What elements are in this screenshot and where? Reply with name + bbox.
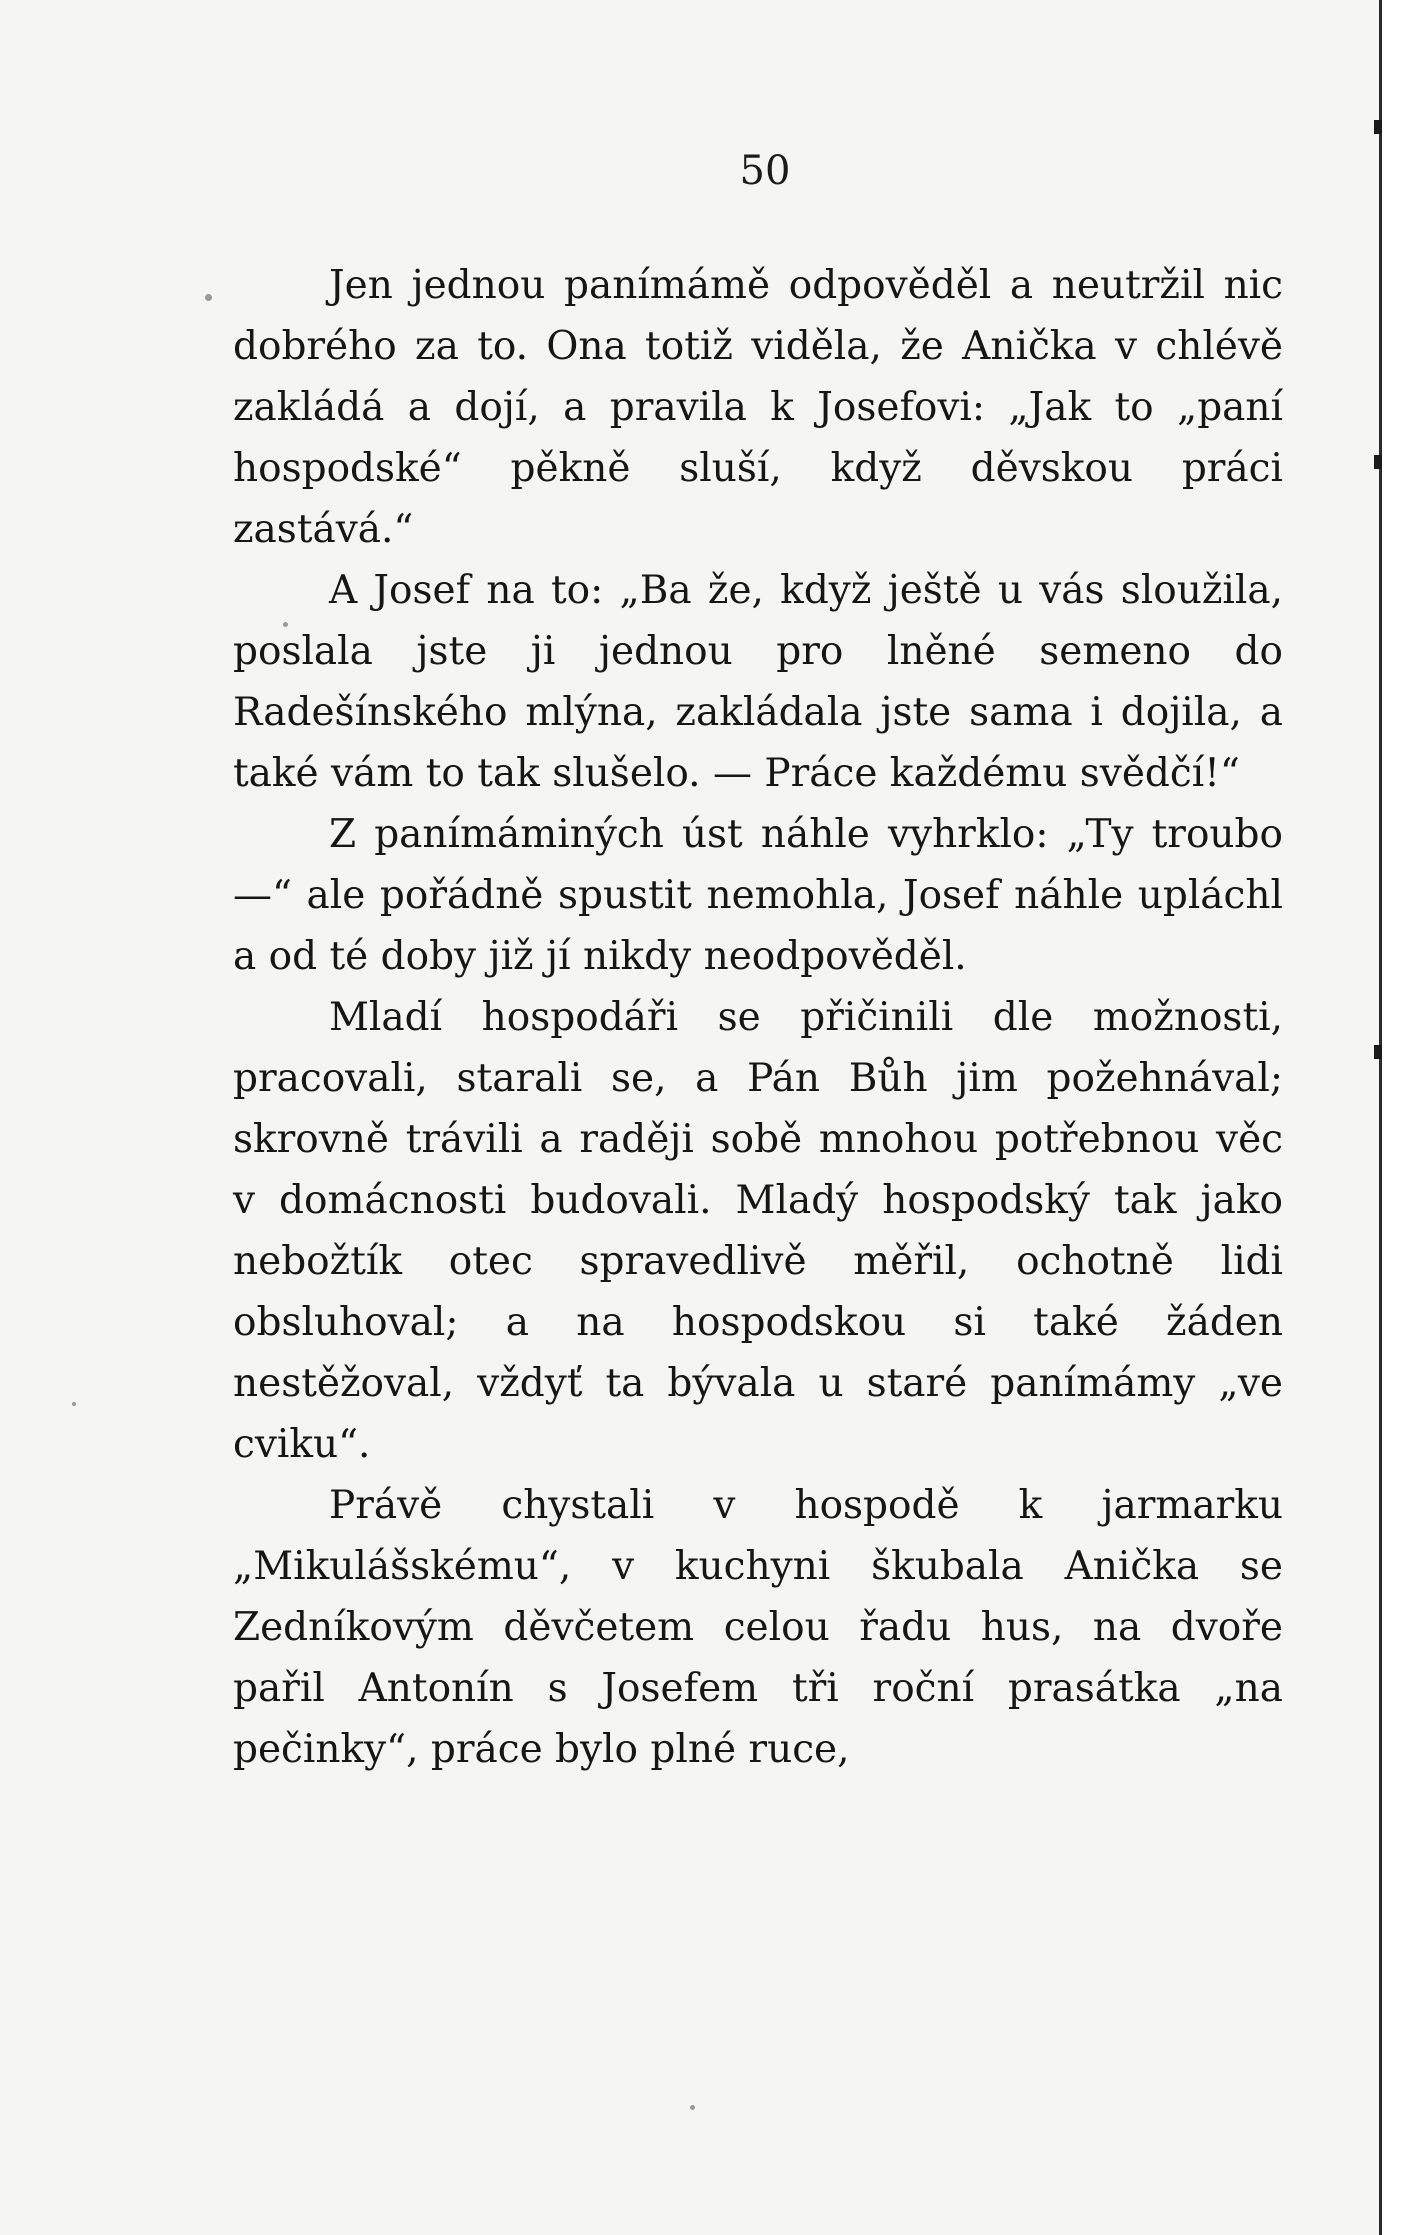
edge-mark (1374, 1045, 1382, 1059)
print-speck (205, 294, 212, 301)
edge-mark (1374, 120, 1382, 134)
page-edge (1379, 0, 1422, 2235)
print-speck (72, 1402, 76, 1406)
paragraph: A Josef na to: „Ba že, když ještě u vás sloužila, poslala jste ji jednou pro lněné semeno do Radešínského mlýna, zakládala jste sama i dojila, a také vám to tak slušelo. — Práce každému svědčí!“ (233, 568, 1283, 796)
paragraph: Z panímáminých úst náhle vyhrklo: „Ty troubo —“ ale pořádně spustit nemohla, Josef náhle upláchl a od té doby již jí nikdy neodpověděl. (233, 812, 1283, 979)
paragraph: Mladí hospodáři se přičinili dle možnosti, pracovali, starali se, a Pán Bůh jim požehnával; skrovně trávili a raději sobě mnohou potřebnou věc v domácnosti budovali. Mladý hospodský tak jako nebožtík otec spravedlivě měřil, ochotně lidi obsluhoval; a na hospodskou si také žáden nestěžoval, vždyť ta bývala u staré panímámy „ve cviku“. (233, 995, 1283, 1467)
body-text (233, 255, 1283, 1780)
page-number: 50 (739, 148, 791, 194)
edge-mark (1374, 455, 1382, 469)
print-speck (690, 2105, 695, 2110)
paragraph: Právě chystali v hospodě k jarmarku „Mikulášskému“, v kuchyni škubala Anička se Zedníkovým děvčetem celou řadu hus, na dvoře pařil Antonín s Josefem tři roční prasátka „na pečinky“, práce bylo plné ruce, (233, 1483, 1283, 1772)
paragraph: Jen jednou panímámě odpověděl a neutržil nic dobrého za to. Ona totiž viděla, že Anička v chlévě zakládá a dojí, a pravila k Josefovi: „Jak to „paní hospodské“ pěkně sluší, když děvskou práci zastává.“ (233, 263, 1283, 552)
